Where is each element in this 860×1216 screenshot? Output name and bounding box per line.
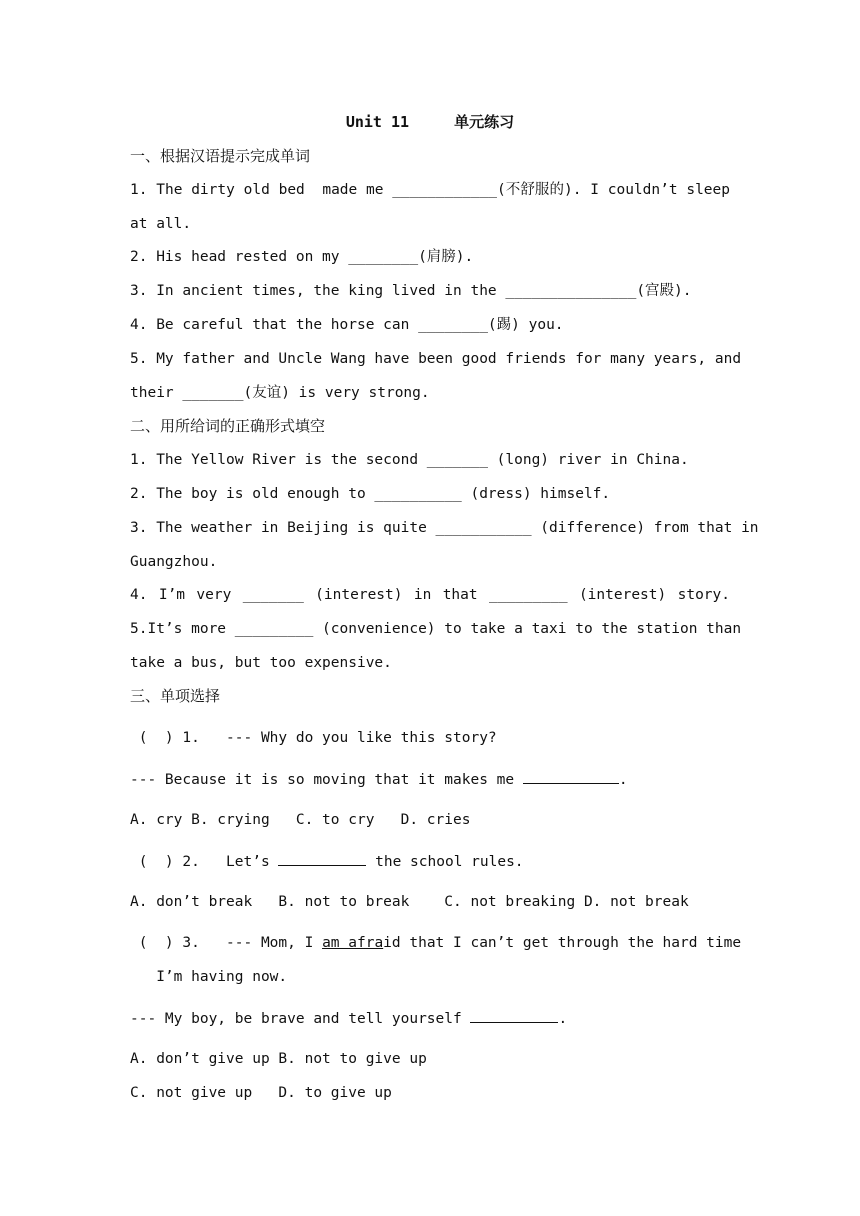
s1-item-1-line1: 1. The dirty old bed made me ____________(不舒服的). I couldn’t sleep [130, 182, 730, 198]
q1-response: --- Because it is so moving that it makes me . [130, 769, 730, 790]
answer-blank [278, 851, 366, 866]
q3-response: --- My boy, be brave and tell yourself . [130, 1008, 730, 1029]
s2-item-3-line1: 3. The weather in Beijing is quite ___________ (difference) from that in [130, 520, 759, 536]
s2-item-5-line1: 5.It’s more _________ (convenience) to take a taxi to the station than [130, 621, 742, 637]
s2-item-5-line2: take a bus, but too expensive. [130, 655, 392, 671]
s1-item-5-line2: their _______(友谊) is very strong. [130, 385, 430, 401]
answer-blank [523, 769, 619, 784]
q2-question: ( ) 2. Let’s the school rules. [130, 851, 730, 872]
section-heading-3: 三、单项选择 [130, 687, 221, 705]
answer-blank [470, 1008, 558, 1023]
s1-item-2: 2. His head rested on my ________(肩膀). [130, 249, 474, 265]
s2-item-4: 4. I’m very _______ (interest) in that _________ (interest) story. [130, 587, 730, 603]
s1-item-5-line1: 5. My father and Uncle Wang have been good friends for many years, and [130, 351, 742, 367]
section-heading-2: 二、用所给词的正确形式填空 [130, 417, 326, 435]
q1-question: ( ) 1. --- Why do you like this story? [130, 730, 497, 746]
s1-item-4: 4. Be careful that the horse can ________(踢) you. [130, 317, 564, 333]
q2-options: A. don’t break B. not to break C. not breaking D. not break [130, 894, 689, 910]
section-heading-1: 一、根据汉语提示完成单词 [130, 147, 311, 165]
s2-item-1: 1. The Yellow River is the second _______ (long) river in China. [130, 452, 689, 468]
underlined-phrase: am afra [322, 935, 384, 951]
s1-item-1-line2: at all. [130, 216, 192, 232]
q3-question-line2: I’m having now. [130, 969, 288, 985]
s2-item-2: 2. The boy is old enough to __________ (dress) himself. [130, 486, 611, 502]
s2-item-3-line2: Guangzhou. [130, 554, 218, 570]
page-title: Unit 11 单元练习 [345, 113, 515, 131]
s1-item-3: 3. In ancient times, the king lived in the _______________(宫殿). [130, 283, 692, 299]
q3-options-line2: C. not give up D. to give up [130, 1085, 392, 1101]
q3-question-line1: ( ) 3. --- Mom, I am afraid that I can’t get through the hard time [130, 935, 742, 951]
q3-options-line1: A. don’t give up B. not to give up [130, 1051, 427, 1067]
q1-options: A. cry B. crying C. to cry D. cries [130, 812, 471, 828]
